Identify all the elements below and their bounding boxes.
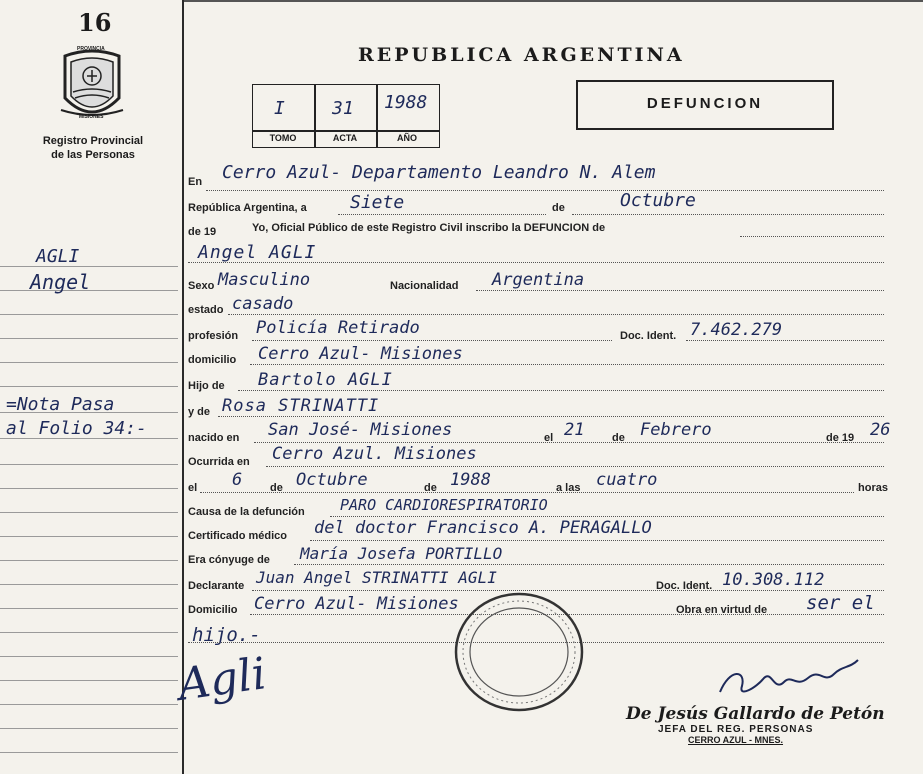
nacido-value: San José- Misiones: [268, 420, 453, 440]
acta-value: 31: [332, 98, 354, 119]
top-border: [184, 0, 923, 2]
el-label: el: [544, 432, 554, 444]
declarante-label: Declarante: [188, 580, 245, 592]
conyuge-value: María Josefa PORTILLO: [300, 544, 503, 563]
nacionalidad-label: Nacionalidad: [390, 280, 459, 292]
registry-name: [28, 134, 158, 162]
margin-surname: AGLI: [36, 246, 80, 267]
obra-value-2: hijo.-: [192, 624, 261, 646]
emblem-top-text: PROVINCIA: [77, 46, 105, 52]
official-seal: [452, 590, 586, 714]
en-label: En: [188, 176, 203, 188]
ano-value: 1988: [384, 92, 428, 113]
birth-de-label: de: [612, 432, 625, 444]
horas-pre-label: a las: [556, 482, 581, 494]
registry-line-1: Registro Provincial: [42, 135, 144, 147]
margin-given-name: Angel: [30, 270, 91, 294]
birth-year: 26: [870, 420, 891, 440]
birth-day: 21: [564, 420, 585, 440]
country-title: REPUBLICA ARGENTINA: [358, 44, 685, 66]
domicilio2-value: Cerro Azul- Misiones: [254, 594, 459, 614]
cert-label: Certificado médico: [188, 530, 288, 542]
sexo-value: Masculino: [218, 270, 311, 290]
yde-label: y de: [188, 406, 211, 418]
domicilio2-label: Domicilio: [188, 604, 238, 616]
birth-month: Febrero: [640, 420, 712, 440]
tomo-value: I: [274, 98, 285, 119]
place-value: Cerro Azul- Departamento Leandro N. Alem: [222, 162, 656, 183]
emblem-bottom-text: MISIONES: [79, 114, 104, 120]
margin-note-line1: =Nota Pasa: [6, 394, 115, 415]
cert-value: del doctor Francisco A. PERAGALLO: [314, 518, 652, 538]
left-column: [0, 0, 180, 774]
death-month: Octubre: [296, 470, 368, 490]
day-value: Siete: [350, 192, 405, 213]
sexo-label: Sexo: [188, 280, 215, 292]
page-number: 16: [78, 8, 112, 37]
doc2-value: 10.308.112: [722, 570, 825, 590]
declarante-value: Juan Angel STRINATTI AGLI: [256, 568, 497, 587]
official-stamp-name: De Jesús Gallardo de Petón: [626, 704, 885, 724]
death-year: 1988: [450, 470, 491, 490]
domicilio-value: Cerro Azul- Misiones: [258, 344, 463, 364]
el2-label: el: [188, 482, 198, 494]
month-value: Octubre: [620, 190, 696, 211]
obra-value: ser el: [806, 592, 875, 614]
volume-box: [252, 84, 438, 148]
ocurrida-label: Ocurrida en: [188, 456, 250, 468]
horas-label: horas: [858, 482, 888, 494]
estado-label: estado: [188, 304, 224, 316]
doc2-label: Doc. Ident.: [656, 580, 713, 592]
profesion-label: profesión: [188, 330, 239, 342]
province-emblem: [57, 42, 127, 130]
official-stamp: [626, 704, 896, 745]
official-text: Yo, Oficial Público de este Registro Civil inscribo la DEFUNCION de: [252, 222, 606, 234]
nacido-label: nacido en: [188, 432, 240, 444]
column-divider: [182, 0, 184, 774]
deceased-name: Angel AGLI: [198, 242, 317, 263]
birth-de19-label: de 19: [826, 432, 855, 444]
doc-label: Doc. Ident.: [620, 330, 677, 342]
de-label: de: [552, 202, 565, 214]
de19-label: de 19: [188, 226, 217, 238]
profesion-value: Policía Retirado: [256, 318, 420, 338]
doc-value: 7.462.279: [690, 320, 783, 340]
republica-label: República Argentina, a: [188, 202, 307, 214]
hijo-label: Hijo de: [188, 380, 225, 392]
ano-label: AÑO: [397, 133, 417, 143]
official-stamp-title: JEFA DEL REG. PERSONAS: [658, 724, 814, 735]
conyuge-label: Era cónyuge de: [188, 554, 270, 566]
de2-label: de: [270, 482, 283, 494]
hijo-value: Bartolo AGLI: [258, 370, 393, 390]
declarant-signature: Agli: [174, 648, 270, 711]
causa-label: Causa de la defunción: [188, 506, 305, 518]
official-stamp-place: CERRO AZUL - MNES.: [688, 735, 784, 745]
de3-label: de: [424, 482, 437, 494]
tomo-label: TOMO: [269, 133, 297, 143]
obra-label: Obra en virtud de: [676, 604, 768, 616]
margin-note-line2: al Folio 34:-: [6, 418, 147, 439]
estado-value: casado: [232, 294, 294, 314]
death-day: 6: [232, 470, 243, 490]
causa-value: PARO CARDIORESPIRATORIO: [340, 496, 548, 514]
registry-line-2: de las Personas: [51, 149, 135, 161]
record-type-box: [576, 80, 834, 130]
death-hour: cuatro: [596, 470, 658, 490]
yde-value: Rosa STRINATTI: [222, 396, 380, 416]
acta-label: ACTA: [332, 133, 358, 143]
domicilio-label: domicilio: [188, 354, 237, 366]
official-signature-scribble: [716, 648, 866, 708]
record-type: DEFUNCION: [646, 95, 764, 112]
ocurrida-value: Cerro Azul. Misiones: [272, 444, 477, 464]
nacionalidad-value: Argentina: [492, 270, 585, 290]
